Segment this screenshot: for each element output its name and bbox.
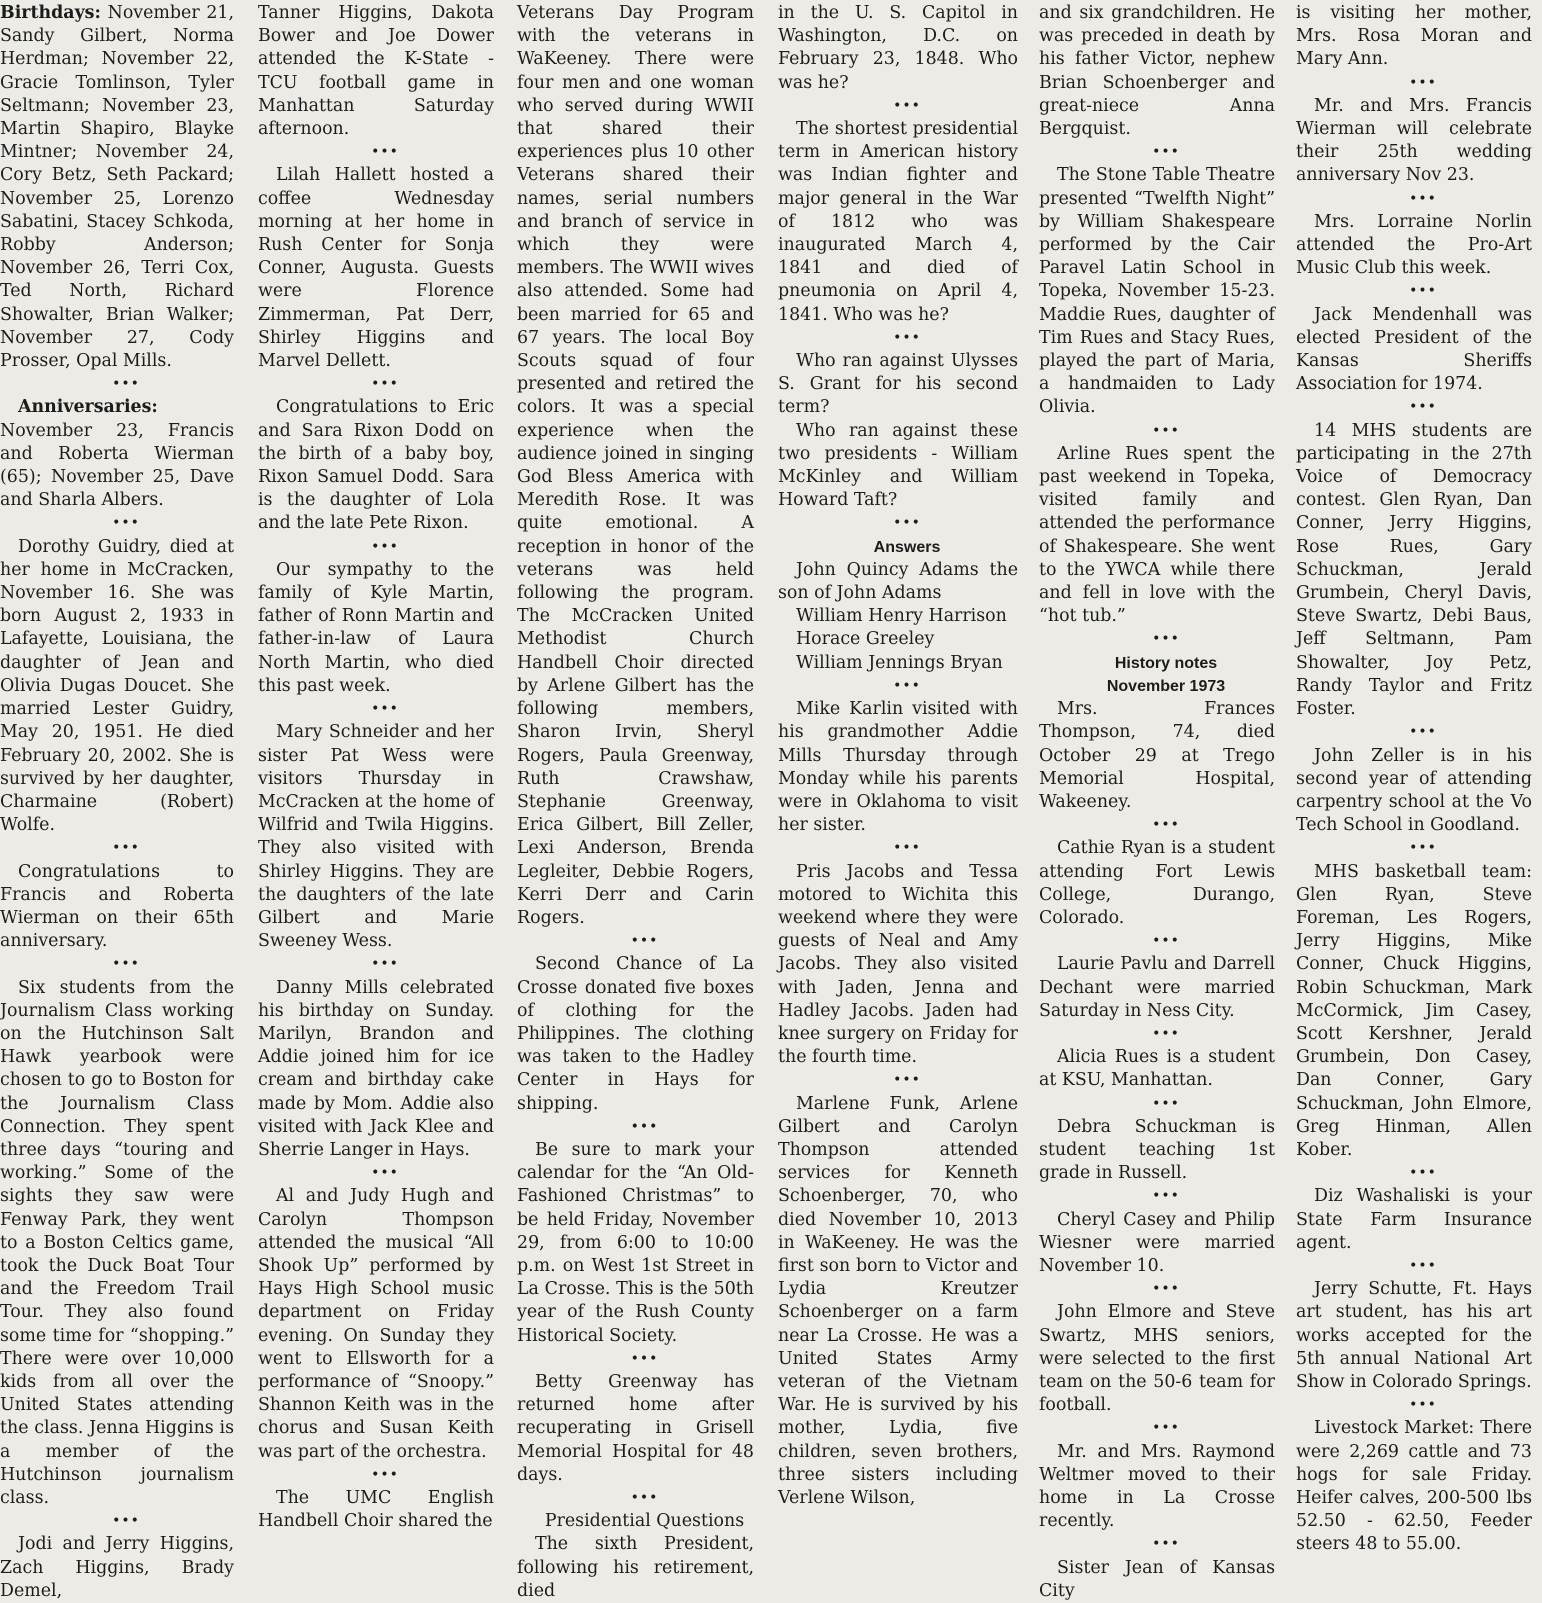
article-paragraph: Mrs. Frances Thompson, 74, died October 29 at Trego Memorial Hospital, Wakeeney. [1039,699,1275,812]
separator: ••• [1152,1536,1180,1553]
separator: ••• [1152,144,1180,161]
article-paragraph: Tanner Higgins, Dakota Bower and Joe Dower attended the K-State - TCU football game in Manhattan Saturday afternoon. [258,3,494,140]
article-paragraph: is visiting her mother, Mrs. Rosa Moran and Mary Ann. [1296,3,1532,70]
article-paragraph: Arline Rues spent the past weekend in Topeka, visited family and attended the performance of Shakespeare. She went to the YWCA while there and fell in love with the “hot tub.” [1039,443,1275,627]
separator: ••• [1409,1165,1437,1182]
column-2 [258,2,494,1532]
separator: ••• [1152,1095,1180,1112]
separator: ••• [112,515,140,532]
separator: ••• [1409,190,1437,207]
article-paragraph: Cheryl Casey and Philip Wiesner were married November 10. [1039,1209,1275,1276]
article-paragraph: The shortest presidential term in American history was Indian fighter and major general in the War of 1812 who was inaugurated March 4, 1841 and died of pneumonia on April 4, 1841. Who was he? [778,119,1018,325]
article-paragraph: The UMC English Handbell Choir shared the [258,1488,494,1532]
answer-item: Horace Greeley [796,629,935,650]
anniversaries-paragraph: Anniversaries: November 23, Francis and Roberta Wierman (65); November 25, Dave and Sharla Albers. [0,397,234,511]
separator: ••• [371,538,399,555]
article-paragraph: Jerry Schutte, Ft. Hays art student, has his art works accepted for the 5th annual National Art Show in Colorado Springs. [1296,1279,1532,1392]
article-paragraph: Veterans Day Program with the veterans in WaKeeney. There were four men and one woman who served during WWII that shared their experiences plus 10 other Veterans shared their names, serial numbers and branch of service in which they were members. The WWII wives also attended. Some had been married for 65 and 67 years. The local Boy Scouts squad of four presented and retired the colors. It was a special experience when the audience joined in singing God Bless America with Meredith Rose. It was quite emotional. A reception in honor of the veterans was held following the program. The McCracken United Methodist Church Handbell Choir directed by Arlene Gilbert has the following members, Sharon Irvin, Sheryl Rogers, Paula Greenway, Ruth Crawshaw, Stephanie Greenway, Erica Gilbert, Bill Zeller, Lexi Anderson, Brenda Legleiter, Debbie Rogers, Kerri Derr and Carin Rogers. [517,3,754,928]
separator: ••• [1409,1397,1437,1414]
separator: ••• [1152,817,1180,834]
separator: ••• [1409,283,1437,300]
separator: ••• [112,840,140,857]
article-paragraph: Second Chance of La Crosse donated five boxes of clothing for the Philippines. The clothing was taken to the Hadley Center in Hays for shipping. [517,954,754,1114]
separator: ••• [1409,724,1437,741]
column-3 [517,2,754,1601]
article-paragraph: Our sympathy to the family of Kyle Martin, father of Ronn Martin and father-in-law of Laura North Martin, who died this past week. [258,559,494,696]
separator: ••• [1152,1281,1180,1298]
separator: ••• [1152,422,1180,439]
separator: ••• [371,701,399,718]
article-paragraph: John Zeller is in his second year of attending carpentry school at the Vo Tech School in Goodland. [1296,745,1532,836]
column-5 [1039,2,1275,1601]
separator: ••• [1409,1257,1437,1274]
separator: ••• [630,933,659,950]
article-paragraph: Who ran against Ulysses S. Grant for his second term? [778,351,1018,418]
separator: ••• [1152,631,1180,648]
separator: ••• [893,329,921,346]
section-heading: History notes [1114,654,1218,672]
separator: ••• [371,1165,399,1182]
article-paragraph: Lilah Hallett hosted a coffee Wednesday morning at her home in Rush Center for Sonja Conner, Augusta. Guests were Florence Zimmerman, Pat Derr, Shirley Higgins and Marvel Dellett. [258,165,494,372]
article-paragraph: Sister Jean of Kansas City [1039,1557,1275,1601]
answer-item: William Jennings Bryan [796,652,1003,673]
article-paragraph: Pris Jacobs and Tessa motored to Wichita this weekend where they were guests of Neal and Amy Jacobs. They also visited with Jaden, Jenna and Hadley Jacobs. Jaden had knee surgery on Friday for the fourth time. [778,861,1018,1068]
birthdays-paragraph: Birthdays: November 21, Sandy Gilbert, Norma Herdman; November 22, Gracie Tomlinson, Tyler Seltmann; November 23, Martin Shapiro, Blayke Mintner; November 24, Cory Betz, Seth Packard; November 25, Lorenzo Sabatini, Stacey Schkoda, Robby Anderson; November 26, Terri Cox, Ted North, Richard Showalter, Brian Walker; November 27, Cody Prosser, Opal Mills. [0,3,235,372]
article-paragraph: Laurie Pavlu and Darrell Dechant were married Saturday in Ness City. [1039,954,1275,1021]
birthdays-label: Birthdays: [0,3,101,23]
separator: ••• [893,840,921,857]
article-paragraph: Be sure to mark your calendar for the “An Old-Fashioned Christmas” to be held Friday, November 29, from 6:00 to 10:00 p.m. on West 1st Street in La Crosse. This is the 50th year of the Rush County Historical Society. [517,1139,754,1346]
article-paragraph: MHS basketball team: Glen Ryan, Steve Foreman, Les Rogers, Jerry Higgins, Mike Conner, Chuck Higgins, Robin Schuckman, Mark McCormick, Jim Casey, Scott Kershner, Jerald Grumbein, Don Casey, Dan Conner, Gary Schuckman, John Elmore, Greg Hinman, Allen Kober. [1296,861,1532,1160]
separator: ••• [630,1490,659,1506]
article-paragraph: The Stone Table Theatre presented “Twelfth Night” by William Shakespeare performed by the Cair Paravel Latin School in Topeka, November 15-23. Maddie Rues, daughter of Tim Rues and Stacy Rues, played the part of Maria, a handmaiden to Lady Olivia. [1039,165,1275,418]
column-6 [1296,2,1532,1555]
article-paragraph: Congratulations to Eric and Sara Rixon Dodd on the birth of a baby boy, Rixon Samuel Dodd. Sara is the daughter of Lola and the late Pete Rixon. [258,397,494,534]
article-paragraph: Cathie Ryan is a student attending Fort Lewis College, Durango, Colorado. [1039,838,1275,928]
separator: ••• [630,1118,659,1135]
article-paragraph: Marlene Funk, Arlene Gilbert and Carolyn Thompson attended services for Kenneth Schoenberger, 70, who died November 10, 2013 in WaKeeney. He was the first son born to Victor and Lydia Kreutzer Schoenberger on a farm near La Crosse. He was a United States Army veteran of the Vietnam War. He is survived by his mother, Lydia, five children, seven brothers, three sisters including Verlene Wilson, [778,1093,1018,1508]
separator: ••• [371,144,399,161]
article-paragraph: 14 MHS students are participating in the 27th Voice of Democracy contest. Glen Ryan, Dan Conner, Jerry Higgins, Rose Rues, Gary Schuckman, Jerald Grumbein, Cheryl Davis, Steve Swartz, Debi Baus, Jeff Seltmann, Pam Showalter, Joy Petz, Randy Taylor and Fritz Foster. [1296,420,1532,720]
article-paragraph: Al and Judy Hugh and Carolyn Thompson attended the musical “All Shook Up” performed by Hays High School music department on Friday evening. On Sunday they went to Ellsworth for a performance of “Snoopy.” Shannon Keith was in the chorus and Susan Keith was part of the orchestra. [258,1186,494,1462]
article-paragraph: Diz Washaliski is your State Farm Insurance agent. [1296,1186,1532,1253]
column-4 [778,2,1018,1508]
article-paragraph: Dorothy Guidry, died at her home in McCracken, November 16. She was born August 2, 1933 in Lafayette, Louisiana, the daughter of Jean and Olivia Dugas Doucet. She married Lester Guidry, May 20, 1951. He died February 20, 2002. She is survived by her daughter, Charmaine (Robert) Wolfe. [0,536,234,836]
anniversaries-label: Anniversaries: [18,397,158,418]
article-paragraph: Debra Schuckman is student teaching 1st grade in Russell. [1039,1116,1275,1184]
article-paragraph: Mary Schneider and her sister Pat Wess were visitors Thursday in McCracken at the home of Wilfrid and Twila Higgins. They also visited with Shirley Higgins. They are the daughters of the late Gilbert and Marie Sweeney Wess. [258,722,494,952]
article-paragraph: Who ran against these two presidents - William McKinley and William Howard Taft? [778,420,1018,511]
separator: ••• [371,956,399,973]
separator: ••• [112,376,140,393]
article-paragraph: Danny Mills celebrated his birthday on Sunday. Marilyn, Brandon and Addie joined him for ice cream and birthday cake made by Mom. Addie also visited with Jack Klee and Sherrie Langer in Hays. [258,977,494,1160]
separator: ••• [893,1072,921,1089]
article-paragraph: Six students from the Journalism Class working on the Hutchinson Salt Hawk yearbook were chosen to go to Boston for the Journalism Class Connection. They spent three days “touring and working.” Some of the sights they saw were Fenway Park, they went to a Boston Celtics game, took the Duck Boat Tour and the Freedom Trail Tour. They also found some time for “shopping.” There were over 10,000 kids from all over the United States attending the class. Jenna Higgins is a member of the Hutchinson journalism class. [0,977,234,1508]
article-paragraph: Mrs. Lorraine Norlin attended the Pro-Art Music Club this week. [1296,211,1532,279]
article-paragraph: and six grandchildren. He was preceded in death by his father Victor, nephew Brian Schoenberger and great-niece Anna Bergquist. [1039,3,1275,140]
separator: ••• [1409,399,1437,416]
separator: ••• [893,515,921,532]
separator: ••• [1152,1188,1180,1205]
separator: ••• [893,97,921,114]
article-paragraph: Alicia Rues is a student at KSU, Manhattan. [1039,1047,1275,1091]
separator: ••• [1152,1025,1180,1042]
separator: ••• [893,677,921,694]
separator: ••• [1409,74,1437,91]
article-paragraph: Mr. and Mrs. Francis Wierman will celebrate their 25th wedding anniversary Nov 23. [1296,95,1532,186]
article-paragraph: in the U. S. Capitol in Washington, D.C. on February 23, 1848. Who was he? [778,3,1018,93]
separator: ••• [1409,840,1437,857]
section-subheading: November 1973 [1106,677,1226,695]
separator: ••• [371,1466,399,1483]
section-heading: Answers [873,538,941,556]
separator: ••• [371,376,399,393]
article-paragraph: Mike Karlin visited with his grandmother Addie Mills Thursday through Monday while his parents were in Oklahoma to visit her sister. [778,699,1018,836]
article-paragraph: Mr. and Mrs. Raymond Weltmer moved to their home in La Crosse recently. [1039,1441,1275,1532]
separator: ••• [112,956,140,973]
article-paragraph: Livestock Market: There were 2,269 cattle and 73 hogs for sale Friday. Heifer calves, 200-500 lbs 52.50 - 62.50, Feeder steers 48 to 55.00. [1296,1418,1532,1555]
answer-item: John Quincy Adams the son of John Adams [778,559,1018,604]
article-paragraph: Congratulations to Francis and Roberta Wierman on their 65th anniversary. [0,861,234,952]
column-1 [0,2,235,1601]
separator: ••• [112,1513,140,1530]
article-paragraph: Jodi and Jerry Higgins, Zach Higgins, Brady Demel, [0,1534,234,1601]
answer-item: William Henry Harrison [796,606,1007,627]
article-paragraph: Betty Greenway has returned home after recuperating in Grisell Memorial Hospital for 48 days. [517,1371,754,1485]
separator: ••• [630,1350,659,1367]
separator: ••• [1152,1420,1180,1437]
article-paragraph: Jack Mendenhall was elected President of the Kansas Sheriffs Association for 1974. [1296,304,1532,395]
article-paragraph: The sixth President, following his retirement, died [517,1534,754,1601]
article-paragraph: John Elmore and Steve Swartz, MHS seniors, were selected to the first team on the 50-6 team for football. [1039,1302,1275,1416]
section-heading: Presidential Questions [544,1511,745,1532]
separator: ••• [1152,933,1180,950]
